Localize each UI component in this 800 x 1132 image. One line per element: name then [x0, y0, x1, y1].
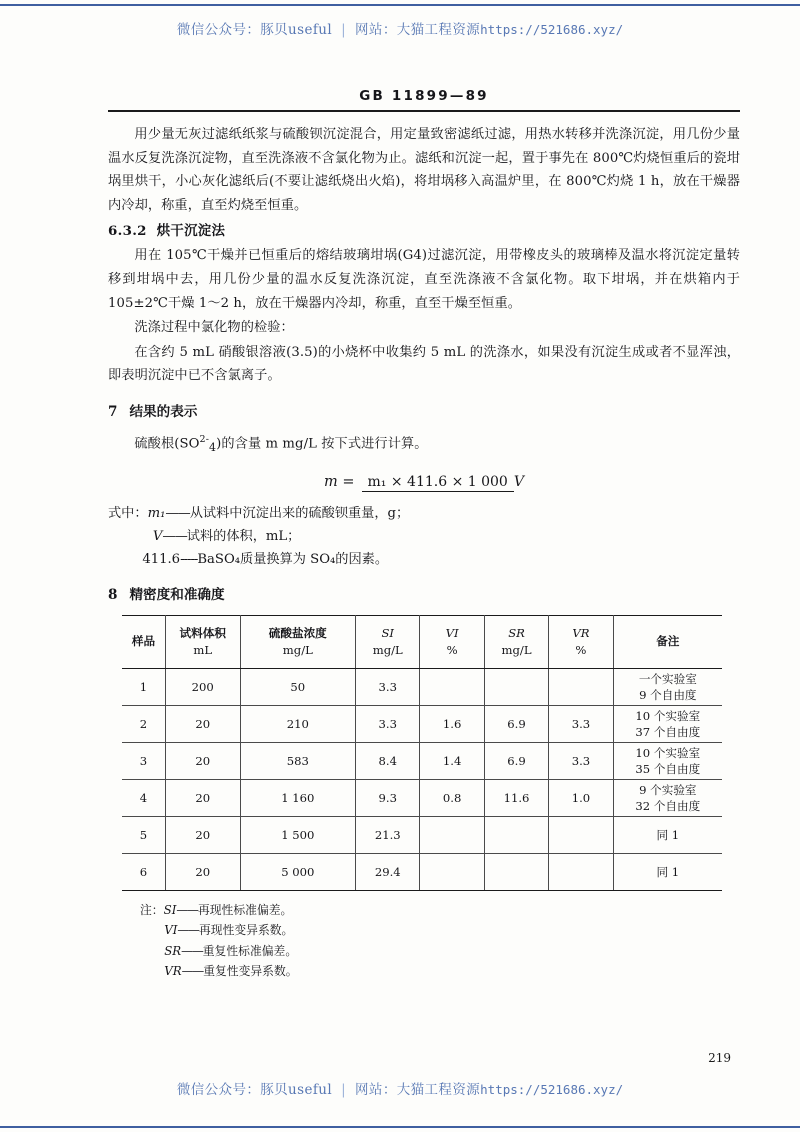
note-row-si: [140, 900, 740, 921]
section-632-title: 烘干沉淀法: [156, 223, 226, 240]
column-header-sr-unit: mg/L: [501, 642, 532, 657]
formula-numerator: m₁ × 411.6 × 1 000: [362, 474, 514, 492]
cell-vi: [420, 668, 484, 705]
section-8-title: 精密度和准确度: [129, 586, 225, 603]
legend-symbol-v: V: [152, 528, 163, 544]
cell-sr: 6.9: [484, 742, 548, 779]
column-header-vi-unit: %: [446, 642, 458, 657]
cell-remark: [613, 779, 722, 816]
section-7-title: 结果的表示: [129, 403, 198, 420]
table-body: [122, 668, 722, 890]
section-7-heading: [108, 401, 740, 423]
note-symbol-vi: VI: [164, 923, 178, 938]
cell-concentration: 210: [240, 705, 356, 742]
watermark-site-name: 大猫工程资源: [396, 1082, 481, 1098]
cell-volume: 20: [165, 705, 240, 742]
cell-sample: 2: [122, 705, 165, 742]
table-row: [122, 816, 722, 853]
sulfate-formula-post: )的含量 m mg/L 按下式进行计算。: [216, 436, 428, 452]
formula-denominator: V: [513, 473, 524, 490]
cell-concentration: 1 160: [240, 779, 356, 816]
column-header-remark-main: 备注: [656, 634, 680, 649]
watermark-wechat-label: 微信公众号：: [176, 1082, 261, 1098]
cell-si: 3.3: [356, 668, 420, 705]
cell-volume: 20: [165, 742, 240, 779]
legend-dash-v: ——: [162, 528, 187, 544]
notes-label: 注：: [140, 902, 164, 917]
column-header-sample-main: 样品: [131, 634, 156, 649]
note-text-vr: 重复性变异系数。: [203, 964, 298, 979]
cell-remark: [613, 668, 722, 705]
watermark-site-label: 网站：: [355, 22, 397, 38]
legend-dash-m1: ——: [165, 505, 190, 521]
cell-si: 8.4: [356, 742, 420, 779]
cell-vr: 3.3: [549, 705, 613, 742]
cell-volume: 200: [165, 668, 240, 705]
paragraph-ignition-method: 用少量无灰过滤纸纸浆与硫酸钡沉淀混合，用定量致密滤纸过滤，用热水转移并洗涤沉淀，用几份少量温水反复洗涤沉淀物，直至洗涤液不含氯化物为止。滤纸和沉淀一起，置于事先在 800℃灼烧恒重后的瓷坩埚里烘干，小心灰化滤纸后(不要让滤纸烧出火焰)，将坩埚移入高温炉里，在 800℃灼烧 1 h，放在干燥器内冷却，称重，直至灼烧至恒重。: [108, 127, 740, 213]
legend-row-factor: [108, 548, 740, 571]
note-dash-si: ——: [176, 902, 198, 917]
cell-sample: 4: [122, 779, 165, 816]
sulfate-subscript: 4: [209, 440, 217, 454]
section-632-heading: [108, 220, 740, 243]
note-dash-vr: ——: [181, 964, 204, 979]
column-header-remark: [613, 615, 722, 668]
column-header-si: [356, 615, 420, 668]
formula-block: [108, 474, 740, 490]
column-header-vr-unit: %: [575, 642, 587, 657]
note-dash-sr: ——: [181, 943, 203, 958]
column-header-volume: [165, 615, 240, 668]
section-7-number: 7: [108, 403, 118, 420]
table-header-row: [122, 615, 722, 668]
legend-dash-factor: -----: [180, 551, 198, 567]
cell-sr: 11.6: [484, 779, 548, 816]
header-rule: [108, 110, 740, 112]
remark-line-2: 32 个自由度: [635, 798, 701, 813]
cell-sr: 6.9: [484, 705, 548, 742]
formula-left-side: m =: [324, 473, 355, 490]
cell-vi: 1.4: [420, 742, 484, 779]
remark-line-1: 10 个实验室: [635, 708, 701, 723]
cell-vr: [549, 816, 613, 853]
watermark-bottom: [0, 1078, 800, 1098]
cell-remark: 同 1: [613, 853, 722, 890]
cell-remark: 同 1: [613, 816, 722, 853]
legend-text-factor: BaSO₄质量换算为 SO₄的因素。: [197, 551, 389, 567]
note-text-sr: 重复性标准偏差。: [202, 943, 298, 958]
table-row: [122, 742, 722, 779]
formula-legend: [108, 502, 740, 571]
cell-remark: [613, 742, 722, 779]
formula-fraction: [362, 474, 524, 490]
cell-vr: 3.3: [549, 742, 613, 779]
page-number: 219: [708, 1051, 731, 1065]
remark-line-2: 35 个自由度: [635, 761, 701, 776]
cell-sr: [484, 668, 548, 705]
calculation-formula: [324, 474, 524, 490]
cell-vi: 1.6: [420, 705, 484, 742]
note-symbol-si: SI: [163, 902, 177, 917]
cell-sr: [484, 853, 548, 890]
column-header-si-symbol: SI: [381, 625, 394, 640]
cell-si: 29.4: [356, 853, 420, 890]
watermark-site-label: 网站：: [355, 1082, 397, 1098]
sulfate-formula-pre: 硫酸根(SO: [134, 436, 200, 452]
cell-sample: 5: [122, 816, 165, 853]
column-header-concentration-unit: mg/L: [282, 642, 313, 657]
watermark-site-name: 大猫工程资源: [396, 22, 481, 38]
standard-number: GB 11899—89: [359, 88, 489, 104]
note-symbol-sr: SR: [164, 943, 182, 958]
note-row-sr: [140, 941, 740, 962]
legend-symbol-factor: 411.6: [142, 551, 181, 567]
column-header-vi: [420, 615, 484, 668]
cell-sample: 1: [122, 668, 165, 705]
watermark-url: https://521686.xyz/: [480, 1082, 624, 1097]
cell-volume: 20: [165, 853, 240, 890]
cell-concentration: 50: [240, 668, 356, 705]
cell-remark: [613, 705, 722, 742]
table-head: [122, 615, 722, 668]
document-content: [108, 88, 740, 982]
precision-accuracy-table: [122, 615, 722, 891]
watermark-wechat-name: 豚贝useful: [260, 1082, 333, 1098]
cell-sample: 3: [122, 742, 165, 779]
column-header-si-unit: mg/L: [372, 642, 403, 657]
column-header-sample: [122, 615, 165, 668]
legend-text-v: 试料的体积，mL；: [186, 528, 301, 544]
column-header-vr-symbol: VR: [572, 625, 590, 640]
cell-volume: 20: [165, 779, 240, 816]
table-row: [122, 705, 722, 742]
note-text-si: 再现性标准偏差。: [197, 902, 293, 917]
column-header-vi-symbol: VI: [445, 625, 459, 640]
cell-si: 3.3: [356, 705, 420, 742]
cell-concentration: 1 500: [240, 816, 356, 853]
column-header-sr: [484, 615, 548, 668]
remark-line-1: 9 个实验室: [639, 782, 697, 797]
legend-label: 式中：: [108, 505, 148, 521]
sulfate-superscript: 2-: [199, 433, 210, 445]
remark-line-1: 一个实验室: [638, 671, 697, 686]
cell-si: 9.3: [356, 779, 420, 816]
cell-si: 21.3: [356, 816, 420, 853]
watermark-top: [0, 18, 800, 38]
table-row: [122, 853, 722, 890]
legend-symbol-m1: m₁: [147, 505, 166, 521]
paragraph-chloride-test-title: 洗涤过程中氯化物的检验：: [134, 320, 294, 336]
note-row-vr: [140, 961, 740, 982]
cell-vr: 1.0: [549, 779, 613, 816]
table-row: [122, 668, 722, 705]
watermark-wechat-label: 微信公众号：: [176, 22, 261, 38]
column-header-vr: [549, 615, 613, 668]
cell-vr: [549, 668, 613, 705]
legend-text-m1: 从试料中沉淀出来的硫酸钡重量，g；: [189, 505, 410, 521]
cell-vi: [420, 853, 484, 890]
watermark-separator: |: [341, 22, 347, 38]
column-header-concentration-main: 硫酸盐浓度: [268, 625, 327, 640]
column-header-sr-symbol: SR: [508, 625, 525, 640]
cell-concentration: 583: [240, 742, 356, 779]
legend-row-v: [108, 525, 740, 548]
cell-sample: 6: [122, 853, 165, 890]
watermark-url: https://521686.xyz/: [480, 22, 624, 37]
remark-line-2: 37 个自由度: [635, 724, 701, 739]
section-632-number: 6.3.2: [108, 223, 147, 240]
note-row-vi: [140, 920, 740, 941]
table-row: [122, 779, 722, 816]
column-header-volume-main: 试料体积: [179, 625, 226, 640]
remark-line-2: 9 个自由度: [639, 687, 697, 702]
section-8-heading: [108, 584, 740, 606]
cell-volume: 20: [165, 816, 240, 853]
column-header-concentration: [240, 615, 356, 668]
paragraph-chloride-test-detail: 在含约 5 mL 硝酸银溶液(3.5)的小烧杯中收集约 5 mL 的洗涤水，如果没有沉淀生成或者不显浑浊，即表明沉淀中已不含氯离子。: [108, 344, 740, 384]
legend-row-m1: [108, 502, 740, 525]
cell-sr: [484, 816, 548, 853]
note-symbol-vr: VR: [164, 964, 182, 979]
cell-concentration: 5 000: [240, 853, 356, 890]
note-dash-vi: ——: [177, 923, 199, 938]
paragraph-sulfate-content: [108, 428, 740, 460]
section-8-number: 8: [108, 586, 118, 603]
watermark-wechat-name: 豚贝useful: [260, 22, 333, 38]
bottom-edge-rule: [0, 1126, 800, 1128]
note-text-vi: 再现性变异系数。: [198, 923, 294, 938]
paragraph-drying-method: 用在 105℃干燥并已恒重后的熔结玻璃坩埚(G4)过滤沉淀，用带橡皮头的玻璃棒及温水将沉淀定量转移到坩埚中去，用几份少量的温水反复洗涤沉淀，直至洗涤液不含氯化物。取下坩埚，并在烘箱内于 105±2℃干燥 1～2 h，放在干燥器内冷却，称重，直至干燥至恒重。: [108, 248, 740, 311]
watermark-separator: |: [341, 1082, 347, 1098]
cell-vr: [549, 853, 613, 890]
remark-line-1: 10 个实验室: [635, 745, 701, 760]
top-edge-rule: [0, 4, 800, 6]
cell-vi: 0.8: [420, 779, 484, 816]
column-header-volume-unit: mL: [193, 642, 213, 657]
table-notes: [140, 900, 740, 982]
cell-vi: [420, 816, 484, 853]
